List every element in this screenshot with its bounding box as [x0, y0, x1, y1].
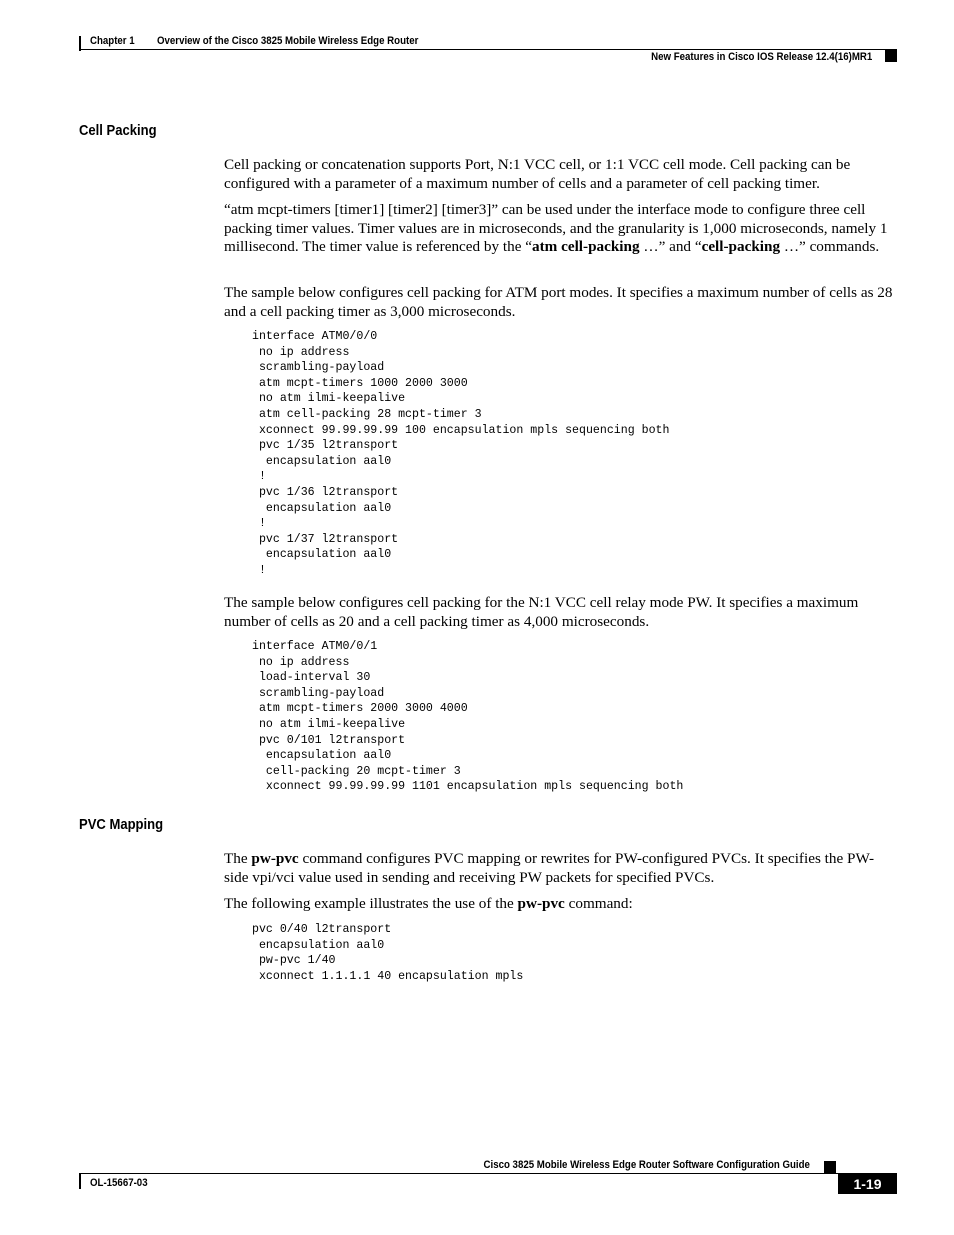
cell-packing-heading: Cell Packing	[79, 123, 157, 139]
header-section: New Features in Cisco IOS Release 12.4(16)MR1	[650, 51, 872, 63]
cell-packing-paragraph-1: Cell packing or concatenation supports Port, N:1 VCC cell, or 1:1 VCC cell mode. Cell packing can be configured with a parameter of a maximum number of cells and a parameter of cell packing timer.	[224, 156, 851, 192]
pvc-mapping-paragraph-1: The pw-pvc command configures PVC mapping or rewrites for PW-configured PVCs. It specifies the PW-side vpi/vci value used in sending and receiving PW packets for specified PVCs.	[224, 850, 875, 886]
code-block-vcc-cell-relay: interface ATM0/0/1 no ip address load-interval 30 scrambling-payload atm mcpt-timers 2000 3000 4000 no atm ilmi-keepalive pvc 0/101 l2transport encapsulation aal0 cell-packing 20 mcpt-timer 3 xconnect 99.99.99.99 1101 encapsulation mpls sequencing both	[252, 640, 684, 794]
code-block-atm-port: interface ATM0/0/0 no ip address scrambling-payload atm mcpt-timers 1000 2000 3000 no atm ilmi-keepalive atm cell-packing 28 mcpt-timer 3 xconnect 99.99.99.99 100 encapsulation mpls sequencing both pvc 1/35 l2transport encapsulation aal0 ! pvc 1/36 l2transport encapsulation aal0 ! pvc 1/37 l2transport encapsulation aal0 !	[252, 330, 670, 577]
pvc-mapping-paragraph-2: The following example illustrates the use of the pw-pvc command:	[224, 895, 633, 912]
pvc-mapping-heading: PVC Mapping	[79, 817, 164, 833]
cell-packing-paragraph-4: The sample below configures cell packing for the N:1 VCC cell relay mode PW. It specifies a maximum number of cells as 20 and a cell packing timer as 4,000 microseconds.	[224, 594, 859, 630]
atm-cell-packing-command: atm cell-packing	[532, 238, 640, 255]
pw-pvc-command: pw-pvc	[517, 895, 565, 912]
header-chapter-title: Overview of the Cisco 3825 Mobile Wireless Edge Router	[157, 35, 419, 47]
footer-marker	[824, 1161, 836, 1173]
footer-left-bar	[79, 1173, 81, 1189]
page-number: 1-19	[853, 1176, 882, 1192]
footer-rule	[79, 1173, 897, 1174]
footer-guide-title: Cisco 3825 Mobile Wireless Edge Router Software Configuration Guide	[483, 1159, 810, 1171]
header-rule	[79, 49, 897, 50]
pw-pvc-command: pw-pvc	[251, 850, 299, 867]
cell-packing-paragraph-3: The sample below configures cell packing for ATM port modes. It specifies a maximum number of cells as 28 and a cell packing timer as 3,000 microseconds.	[224, 284, 893, 320]
header-marker	[885, 50, 897, 62]
cell-packing-paragraph-2: “atm mcpt-timers [timer1] [timer2] [timer3]” can be used under the interface mode to configure three cell packing timer values. Timer values are in microseconds, and the granularity is 1,000 microseconds, namely 1 millisecond. The timer value is referenced by the “atm cell-packing …” and “cell-packing …” commands.	[224, 201, 888, 255]
cell-packing-command: cell-packing	[701, 238, 781, 255]
header-chapter: Chapter 1	[90, 35, 135, 47]
code-block-pw-pvc: pvc 0/40 l2transport encapsulation aal0 pw-pvc 1/40 xconnect 1.1.1.1 40 encapsulation mpls	[252, 923, 524, 983]
footer-doc-number: OL-15667-03	[90, 1177, 148, 1189]
